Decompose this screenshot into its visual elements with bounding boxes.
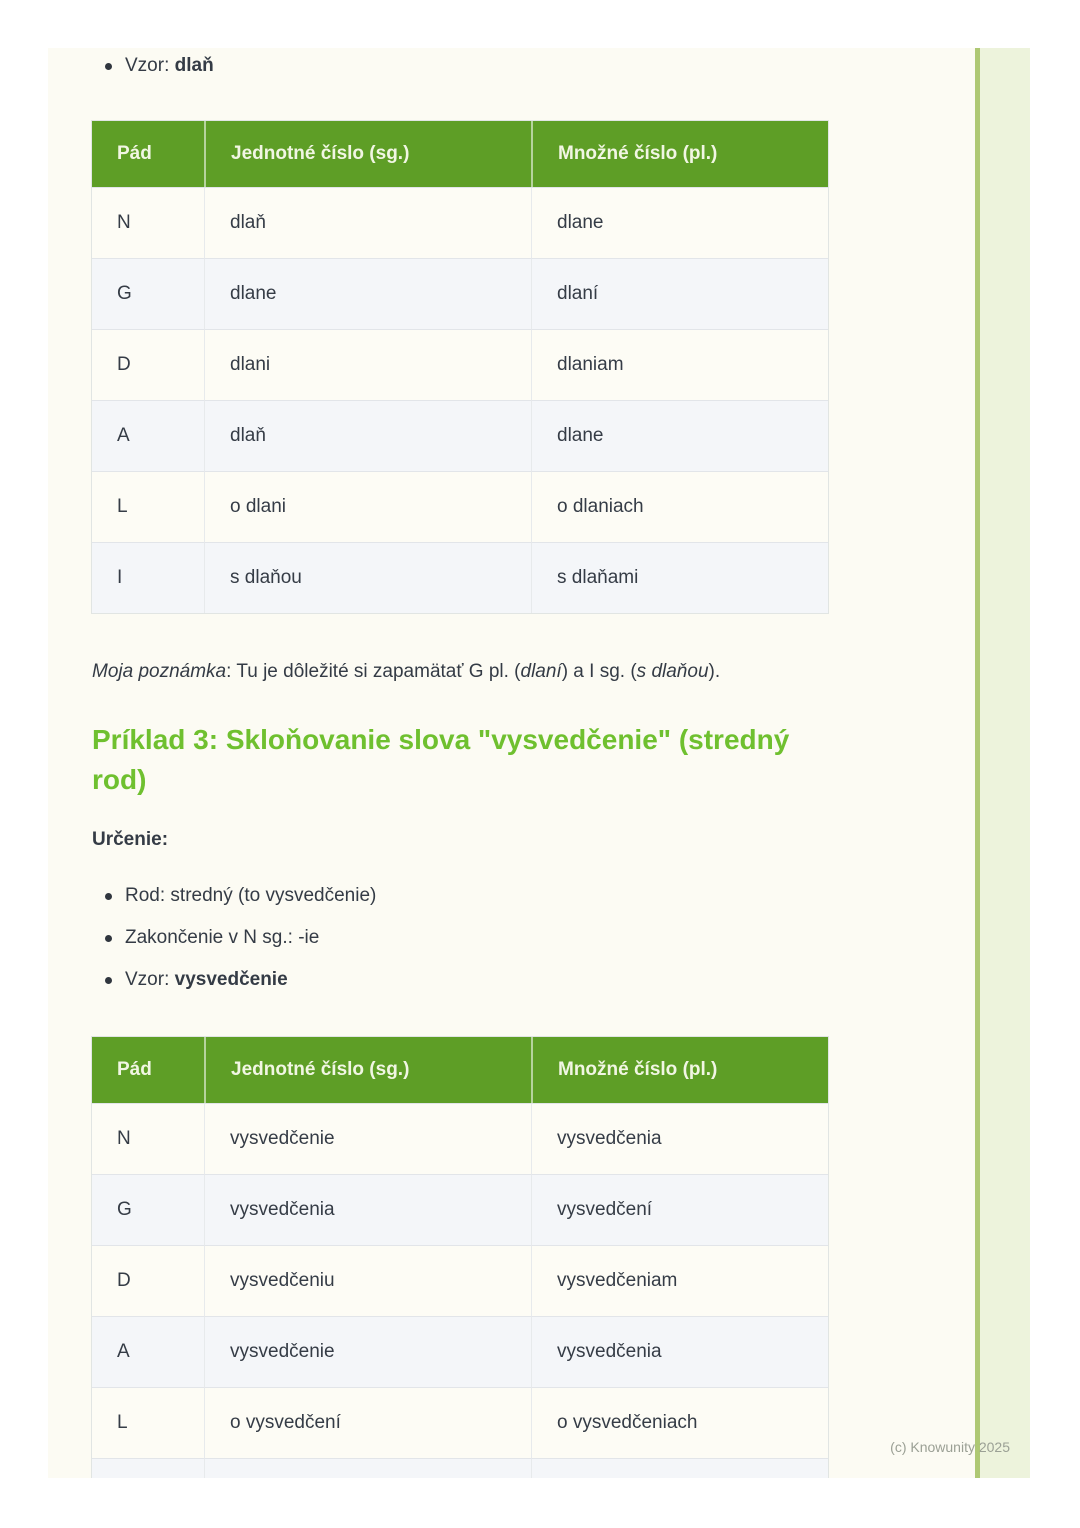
table-row (92, 1316, 828, 1387)
table-cell: N (92, 187, 204, 258)
table-cell: vysvedčenie (204, 1103, 531, 1174)
document-page (48, 48, 1030, 1478)
table-cell: G (92, 258, 204, 329)
table-cell: dlane (531, 400, 828, 471)
list-item-text (125, 969, 288, 990)
table-cell: A (92, 1316, 204, 1387)
column-header: Množné číslo (pl.) (531, 121, 828, 187)
column-header: Množné číslo (pl.) (531, 1037, 828, 1103)
text-segment: Vzor: (125, 55, 175, 76)
table-cell: L (92, 471, 204, 542)
text-segment: dlaní (520, 661, 562, 682)
table-cell: o vysvedčeniach (531, 1387, 828, 1458)
table-cell: D (92, 329, 204, 400)
table-row (92, 1174, 828, 1245)
text-segment: vysvedčenie (174, 969, 288, 990)
copyright-watermark: (c) Knowunity 2025 (890, 1439, 1010, 1455)
table-cell (204, 1458, 531, 1478)
table-cell: o vysvedčení (204, 1387, 531, 1458)
table-row (92, 471, 828, 542)
list-item (92, 967, 376, 993)
table-cell: dlaní (531, 258, 828, 329)
table-cell: vysvedčenia (531, 1103, 828, 1174)
header-row (92, 121, 828, 187)
table-cell: o dlani (204, 471, 531, 542)
text-segment: ). (708, 661, 721, 682)
text-segment: dlaň (174, 55, 214, 76)
table-cell: vysvedčení (531, 1174, 828, 1245)
table-row (92, 258, 828, 329)
list-item-text (125, 927, 319, 948)
table-row (92, 1387, 828, 1458)
table-cell (531, 1458, 828, 1478)
column-header: Jednotné číslo (sg.) (204, 1037, 531, 1103)
table-cell: A (92, 400, 204, 471)
partial-table-row (92, 1458, 828, 1478)
text-segment: Rod: stredný (to vysvedčenie) (125, 885, 377, 906)
table-cell: vysvedčenia (204, 1174, 531, 1245)
column-header: Jednotné číslo (sg.) (204, 121, 531, 187)
table-row (92, 329, 828, 400)
urcenie-label: Určenie: (92, 829, 169, 850)
table-cell: N (92, 1103, 204, 1174)
table-row (92, 1245, 828, 1316)
table-cell: vysvedčenie (204, 1316, 531, 1387)
section-heading: Príklad 3: Skloňovanie slova "vysvedčenie" (stredný rod) (92, 724, 790, 795)
bullet-dot-icon (105, 63, 112, 70)
table-cell: dlaň (204, 187, 531, 258)
column-header: Pád (92, 1037, 204, 1103)
column-header: Pád (92, 121, 204, 187)
bullet-dot-icon (105, 977, 112, 984)
list-item-text (125, 885, 376, 906)
header-row (92, 1037, 828, 1103)
declension-table-vysvedcenie (91, 1036, 829, 1478)
table-cell: dlane (204, 258, 531, 329)
urcenie-bullet-list (92, 883, 376, 1009)
list-item-text (125, 55, 214, 76)
table-cell: s dlaňou (204, 542, 531, 613)
table-cell: s dlaňami (531, 542, 828, 613)
list-item (92, 883, 376, 909)
text-segment: : Tu je dôležité si zapamätať G pl. ( (226, 661, 521, 682)
table-cell: G (92, 1174, 204, 1245)
table-row (92, 542, 828, 613)
note-paragraph (92, 659, 852, 685)
text-segment: Vzor: (125, 969, 175, 990)
table-cell: vysvedčeniu (204, 1245, 531, 1316)
table-cell: dlane (531, 187, 828, 258)
table-row (92, 187, 828, 258)
intro-bullet-list (92, 53, 214, 95)
table-cell: dlaň (204, 400, 531, 471)
text-segment: Moja poznámka (92, 661, 227, 682)
text-segment: s dlaňou (636, 661, 709, 682)
table-cell: dlaniam (531, 329, 828, 400)
bullet-dot-icon (105, 893, 112, 900)
bullet-dot-icon (105, 935, 112, 942)
table-cell: vysvedčenia (531, 1316, 828, 1387)
table-cell: dlani (204, 329, 531, 400)
list-item (92, 925, 376, 951)
table-row (92, 400, 828, 471)
table-cell (92, 1458, 204, 1478)
table-cell: vysvedčeniam (531, 1245, 828, 1316)
page-margin-strip (975, 48, 1030, 1478)
table-cell: D (92, 1245, 204, 1316)
list-item (92, 53, 214, 79)
text-segment: ) a I sg. ( (561, 661, 637, 682)
text-segment: Zakončenie v N sg.: -ie (125, 927, 320, 948)
table-cell: L (92, 1387, 204, 1458)
declension-table-dlan (91, 120, 829, 614)
table-cell: o dlaniach (531, 471, 828, 542)
table-cell: I (92, 542, 204, 613)
table-row (92, 1103, 828, 1174)
